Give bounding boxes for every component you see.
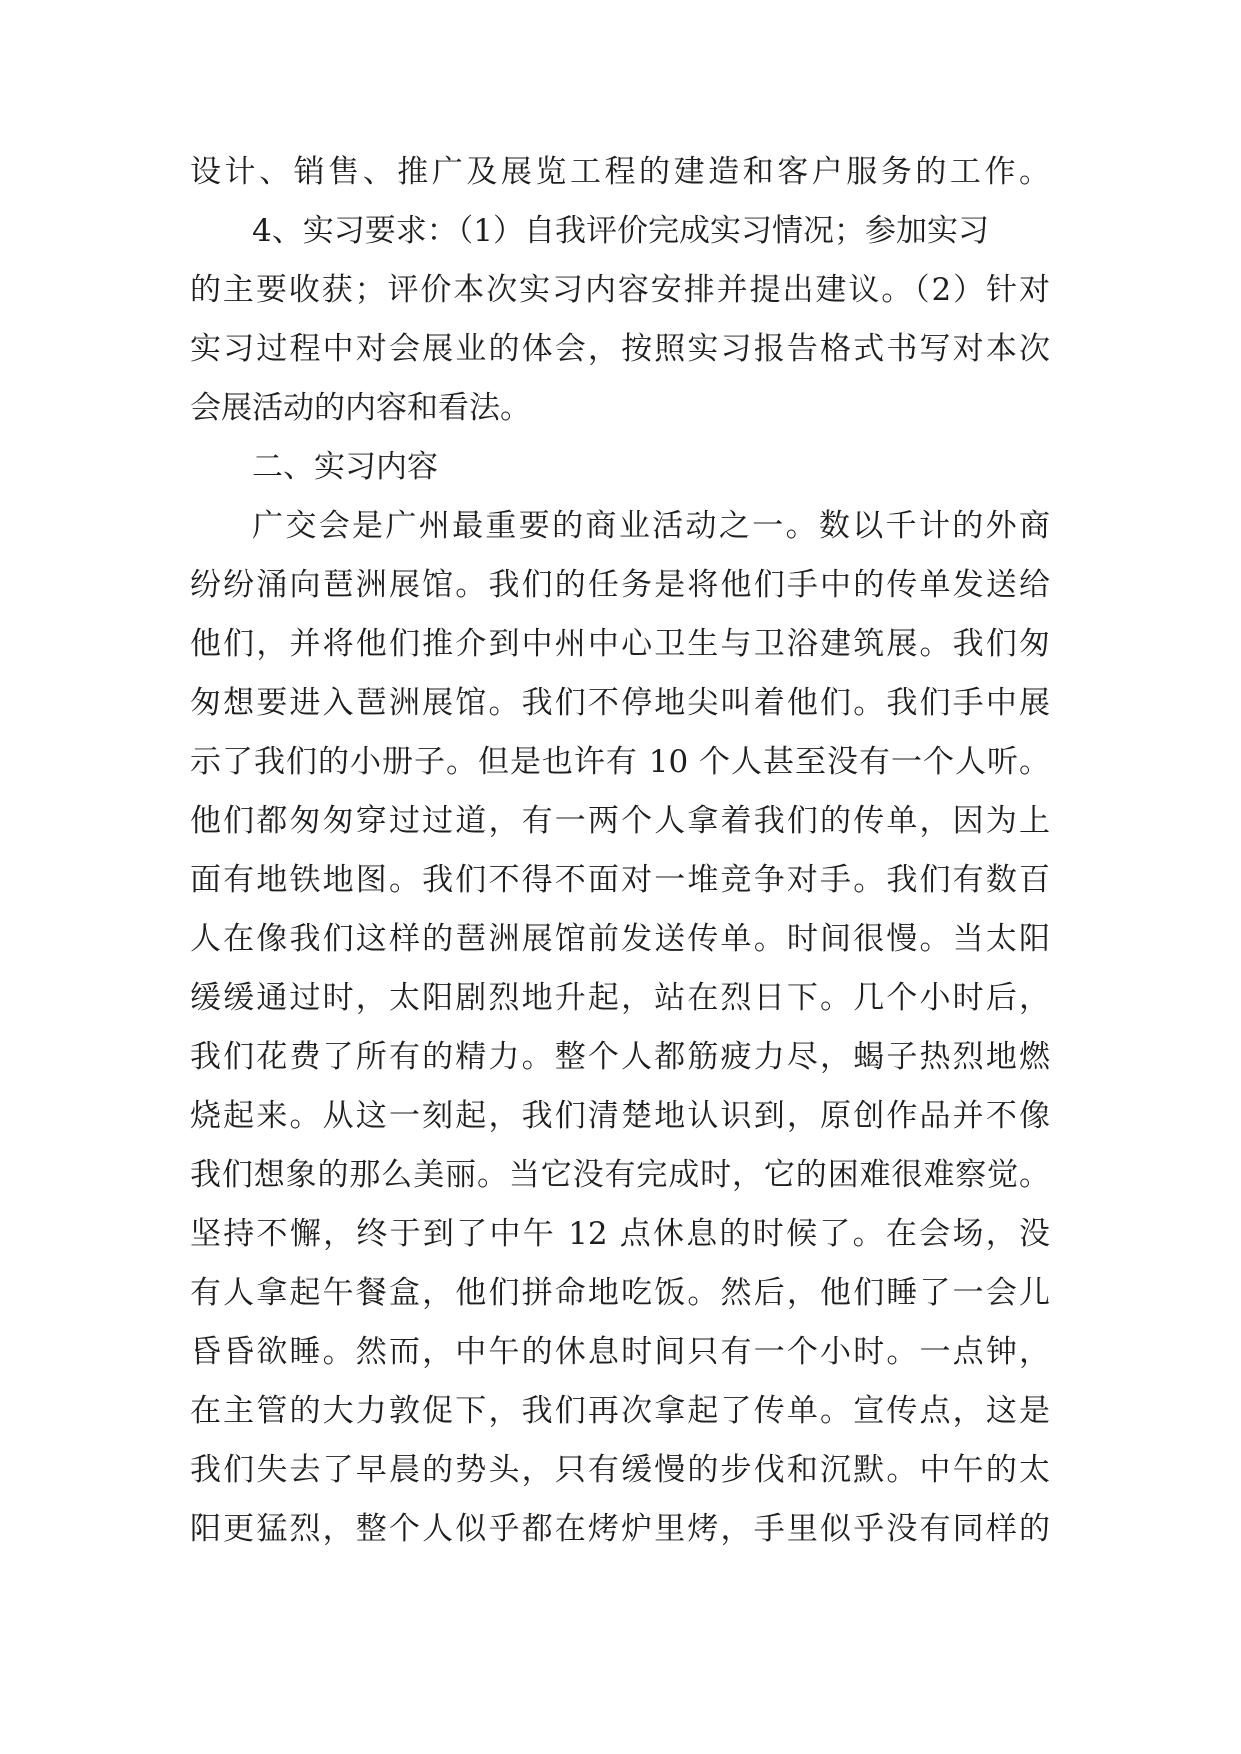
text-line: 设计、销售、推广及展览工程的建造和客户服务的工作。 [190, 154, 1050, 190]
text-line: 在主管的大力敦促下，我们再次拿起了传单。宣传点，这是 [190, 1393, 1050, 1429]
text-line: 4、实习要求：（1）自我评价完成实习情况；参加实习 [252, 213, 989, 249]
text-line: 会展活动的内容和看法。 [190, 390, 531, 426]
text-line: 广交会是广州最重要的商业活动之一。数以千计的外商 [252, 508, 1050, 544]
text-line: 纷纷涌向琶洲展馆。我们的任务是将他们手中的传单发送给 [190, 567, 1050, 603]
text-line: 我们失去了早晨的势头，只有缓慢的步伐和沉默。中午的太 [190, 1452, 1050, 1488]
text-line: 缓缓通过时，太阳剧烈地升起，站在烈日下。几个小时后， [190, 980, 1050, 1016]
text-line: 昏昏欲睡。然而，中午的休息时间只有一个小时。一点钟， [190, 1334, 1050, 1370]
text-line: 实习过程中对会展业的体会，按照实习报告格式书写对本次 [190, 331, 1050, 367]
text-line: 的主要收获；评价本次实习内容安排并提出建议。（2）针对 [190, 272, 1050, 308]
text-line: 匆想要进入琶洲展馆。我们不停地尖叫着他们。我们手中展 [190, 685, 1050, 721]
text-line: 有人拿起午餐盒，他们拼命地吃饭。然后，他们睡了一会儿 [190, 1275, 1050, 1311]
text-line: 示了我们的小册子。但是也许有 10 个人甚至没有一个人听。 [190, 744, 1050, 780]
text-line: 他们都匆匆穿过过道，有一两个人拿着我们的传单，因为上 [190, 803, 1050, 839]
text-line: 烧起来。从这一刻起，我们清楚地认识到，原创作品并不像 [190, 1098, 1050, 1134]
text-line: 我们花费了所有的精力。整个人都筋疲力尽，蝎子热烈地燃 [190, 1039, 1050, 1075]
text-line: 我们想象的那么美丽。当它没有完成时，它的困难很难察觉。 [190, 1157, 1050, 1193]
text-line: 阳更猛烈，整个人似乎都在烤炉里烤，手里似乎没有同样的 [190, 1511, 1050, 1547]
text-line: 面有地铁地图。我们不得不面对一堆竞争对手。我们有数百 [190, 862, 1050, 898]
text-line: 他们，并将他们推介到中州中心卫生与卫浴建筑展。我们匆 [190, 626, 1050, 662]
section-heading: 二、实习内容 [252, 449, 438, 485]
text-line: 坚持不懈，终于到了中午 12 点休息的时候了。在会场，没 [190, 1216, 1050, 1252]
text-line: 人在像我们这样的琶洲展馆前发送传单。时间很慢。当太阳 [190, 921, 1050, 957]
